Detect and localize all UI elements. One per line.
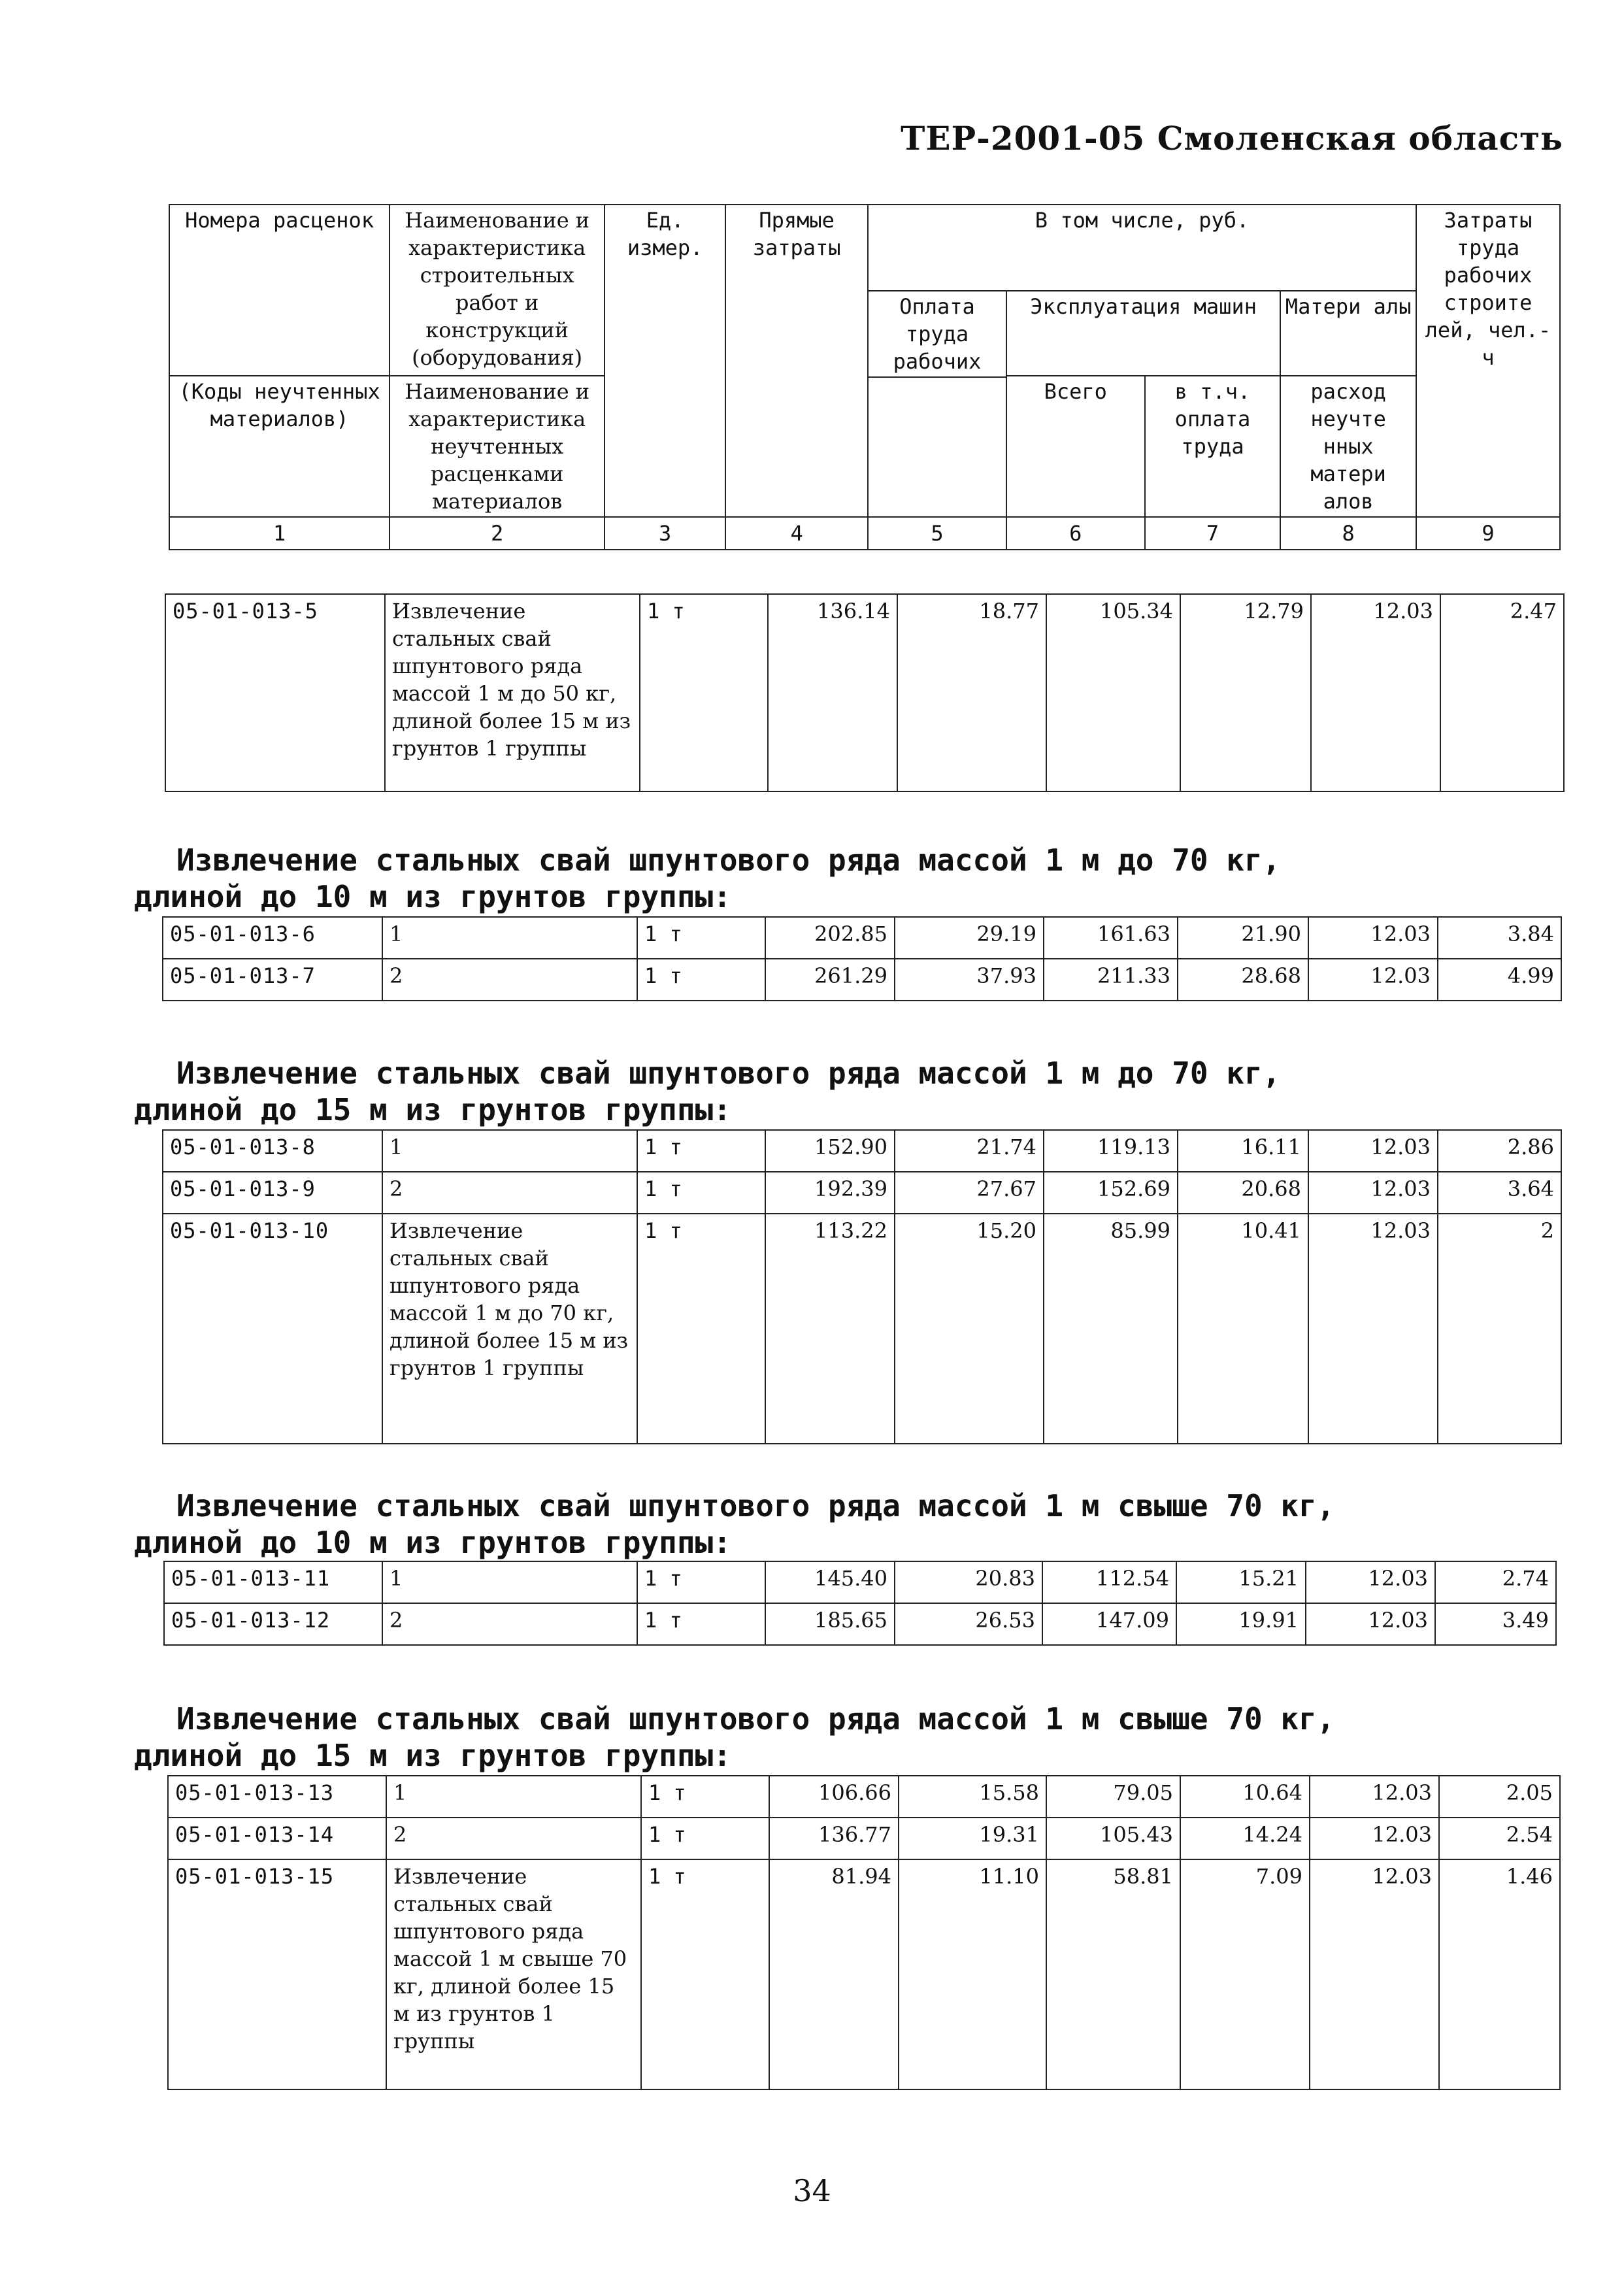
rate-materials: 12.03 <box>1306 1561 1435 1603</box>
rate-code: 05-01-013-12 <box>164 1603 382 1645</box>
section-heading-line2: длиной до 10 м из грунтов группы: <box>134 879 731 914</box>
rate-materials: 12.03 <box>1308 1214 1438 1444</box>
rate-name: 2 <box>382 1172 637 1214</box>
rate-direct: 185.65 <box>765 1603 895 1645</box>
section-heading-line1: Извлечение стальных свай шпунтового ряда массой 1 м до 70 кг, <box>176 1056 1281 1091</box>
rate-unit: 1 т <box>637 959 765 1001</box>
rates-table <box>163 1561 1557 1646</box>
table-row <box>164 1561 1556 1603</box>
rates-table <box>162 1129 1562 1444</box>
header-machine-exploitation: Эксплуатация машин <box>1006 291 1280 376</box>
section-heading-line1: Извлечение стальных свай шпунтового ряда массой 1 м свыше 70 кг, <box>176 1701 1335 1737</box>
rate-name: 1 <box>382 917 637 959</box>
header-col1-bottom: (Коды неучтенных материалов) <box>169 376 389 517</box>
rate-machines: 105.43 <box>1046 1818 1180 1859</box>
column-number: 8 <box>1280 517 1416 550</box>
rates-table <box>165 593 1565 792</box>
rate-labor: 27.67 <box>895 1172 1044 1214</box>
section-heading-line2: длиной до 10 м из грунтов группы: <box>134 1525 731 1560</box>
rate-machines: 85.99 <box>1044 1214 1178 1444</box>
column-number: 5 <box>868 517 1006 550</box>
header-unaccounted-materials: расход неучте нных матери алов <box>1280 376 1416 517</box>
section-heading-line1: Извлечение стальных свай шпунтового ряда массой 1 м до 70 кг, <box>176 842 1281 878</box>
rate-code: 05-01-013-8 <box>163 1130 382 1172</box>
rate-unit: 1 т <box>637 917 765 959</box>
rate-name: Извлечение стальных свай шпунтового ряда массой 1 м до 70 кг, длиной более 15 м из грунтов 1 группы <box>382 1214 637 1444</box>
rate-name: Извлечение стальных свай шпунтового ряда массой 1 м свыше 70 кг, длиной более 15 м из грунтов 1 группы <box>386 1859 641 2089</box>
column-number: 1 <box>169 517 389 550</box>
rate-name: 1 <box>382 1561 637 1603</box>
rate-labor: 37.93 <box>895 959 1044 1001</box>
rate-labor-hours: 3.84 <box>1438 917 1561 959</box>
rate-machines-labor: 10.41 <box>1178 1214 1308 1444</box>
rate-materials: 12.03 <box>1310 1818 1439 1859</box>
header-unit: Ед. измер. <box>605 205 725 517</box>
rate-name: 1 <box>386 1776 641 1818</box>
header-labor-pay: Оплата труда рабочих <box>868 291 1006 377</box>
header-col1-top: Номера расценок <box>169 205 389 376</box>
rate-machines-labor: 21.90 <box>1178 917 1308 959</box>
section-heading <box>134 1055 1281 1128</box>
table-row <box>164 1603 1556 1645</box>
section-heading <box>134 1701 1335 1774</box>
rate-code: 05-01-013-6 <box>163 917 382 959</box>
rate-labor: 15.58 <box>899 1776 1046 1818</box>
rate-machines: 152.69 <box>1044 1172 1178 1214</box>
table-row <box>163 959 1561 1001</box>
rates-table <box>162 916 1562 1001</box>
rate-direct: 136.77 <box>769 1818 899 1859</box>
rate-machines: 105.34 <box>1046 594 1180 791</box>
rate-machines-labor: 14.24 <box>1180 1818 1310 1859</box>
rate-direct: 136.14 <box>768 594 897 791</box>
section-heading-line2: длиной до 15 м из грунтов группы: <box>134 1738 731 1773</box>
rate-labor: 19.31 <box>899 1818 1046 1859</box>
rate-machines: 79.05 <box>1046 1776 1180 1818</box>
rate-direct: 192.39 <box>765 1172 895 1214</box>
rate-labor-hours: 2.54 <box>1439 1818 1560 1859</box>
rate-code: 05-01-013-10 <box>163 1214 382 1444</box>
rate-name: 2 <box>382 1603 637 1645</box>
rate-labor: 11.10 <box>899 1859 1046 2089</box>
rate-machines-labor: 15.21 <box>1176 1561 1306 1603</box>
rate-labor-hours: 3.64 <box>1438 1172 1561 1214</box>
column-number: 7 <box>1145 517 1281 550</box>
rate-unit: 1 т <box>637 1561 765 1603</box>
rate-code: 05-01-013-5 <box>165 594 385 791</box>
rate-labor: 15.20 <box>895 1214 1044 1444</box>
rate-unit: 1 т <box>637 1603 765 1645</box>
header-col2-top: Наименование и характеристика строительных работ и конструкций (оборудования) <box>389 205 605 376</box>
rate-unit: 1 т <box>637 1172 765 1214</box>
rate-direct: 145.40 <box>765 1561 895 1603</box>
rate-machines: 161.63 <box>1044 917 1178 959</box>
rate-name: 2 <box>386 1818 641 1859</box>
rate-direct: 113.22 <box>765 1214 895 1444</box>
rate-unit: 1 т <box>637 1214 765 1444</box>
column-number: 9 <box>1416 517 1560 550</box>
header-table <box>169 204 1561 550</box>
rate-materials: 12.03 <box>1308 959 1438 1001</box>
column-number: 2 <box>389 517 605 550</box>
rate-machines-labor: 7.09 <box>1180 1859 1310 2089</box>
rate-unit: 1 т <box>641 1859 769 2089</box>
header-machines-labor: в т.ч. оплата труда <box>1145 376 1281 517</box>
table-row <box>163 917 1561 959</box>
rate-machines-labor: 28.68 <box>1178 959 1308 1001</box>
table-row <box>168 1818 1560 1859</box>
rate-machines: 58.81 <box>1046 1859 1180 2089</box>
rate-machines-labor: 10.64 <box>1180 1776 1310 1818</box>
rate-machines: 211.33 <box>1044 959 1178 1001</box>
rate-labor: 29.19 <box>895 917 1044 959</box>
header-group-including: В том числе, руб. <box>868 205 1416 291</box>
rate-unit: 1 т <box>641 1776 769 1818</box>
rate-materials: 12.03 <box>1306 1603 1435 1645</box>
rate-direct: 152.90 <box>765 1130 895 1172</box>
rate-materials: 12.03 <box>1308 917 1438 959</box>
section-heading <box>134 1488 1335 1561</box>
rate-direct: 106.66 <box>769 1776 899 1818</box>
rate-machines-labor: 16.11 <box>1178 1130 1308 1172</box>
rate-direct: 261.29 <box>765 959 895 1001</box>
table-row <box>163 1130 1561 1172</box>
column-number: 6 <box>1006 517 1145 550</box>
rate-materials: 12.03 <box>1310 1859 1439 2089</box>
table-row <box>168 1776 1560 1818</box>
rate-labor: 21.74 <box>895 1130 1044 1172</box>
rate-labor-hours: 2.47 <box>1440 594 1564 791</box>
rate-code: 05-01-013-11 <box>164 1561 382 1603</box>
page-number: 34 <box>793 2173 831 2208</box>
document-title: ТЕР-2001-05 Смоленская область <box>901 119 1563 158</box>
column-number: 4 <box>725 517 868 550</box>
rate-machines: 112.54 <box>1042 1561 1176 1603</box>
header-labor-hours: Затраты труда рабочих строите лей, чел.-ч <box>1416 205 1560 517</box>
rate-code: 05-01-013-9 <box>163 1172 382 1214</box>
rate-materials: 12.03 <box>1308 1130 1438 1172</box>
rate-labor: 20.83 <box>895 1561 1042 1603</box>
header-materials: Матери алы <box>1280 291 1416 376</box>
rate-machines-labor: 19.91 <box>1176 1603 1306 1645</box>
rate-machines: 119.13 <box>1044 1130 1178 1172</box>
rate-labor-hours: 3.49 <box>1435 1603 1556 1645</box>
rate-unit: 1 т <box>637 1130 765 1172</box>
header-col2-bottom: Наименование и характеристика неучтенных расценками материалов <box>389 376 605 517</box>
rate-name: 2 <box>382 959 637 1001</box>
column-number: 3 <box>605 517 725 550</box>
rate-labor: 26.53 <box>895 1603 1042 1645</box>
rate-name: 1 <box>382 1130 637 1172</box>
table-row <box>168 1859 1560 2089</box>
rate-unit: 1 т <box>640 594 768 791</box>
rate-labor-hours: 2.05 <box>1439 1776 1560 1818</box>
rate-code: 05-01-013-14 <box>168 1818 386 1859</box>
table-row <box>165 594 1564 791</box>
rate-labor-hours: 2 <box>1438 1214 1561 1444</box>
rate-labor: 18.77 <box>897 594 1046 791</box>
rate-labor-hours: 2.86 <box>1438 1130 1561 1172</box>
rate-code: 05-01-013-15 <box>168 1859 386 2089</box>
header-column-numbers <box>169 517 1560 550</box>
rate-materials: 12.03 <box>1310 1776 1439 1818</box>
section-heading <box>134 842 1281 915</box>
rate-labor-hours: 4.99 <box>1438 959 1561 1001</box>
rate-labor-hours: 1.46 <box>1439 1859 1560 2089</box>
rate-name: Извлечение стальных свай шпунтового ряда массой 1 м до 50 кг, длиной более 15 м из грунтов 1 группы <box>385 594 640 791</box>
rate-unit: 1 т <box>641 1818 769 1859</box>
header-machines-total: Всего <box>1006 376 1145 517</box>
rate-labor-hours: 2.74 <box>1435 1561 1556 1603</box>
rate-materials: 12.03 <box>1308 1172 1438 1214</box>
section-heading-line2: длиной до 15 м из грунтов группы: <box>134 1092 731 1127</box>
rate-machines: 147.09 <box>1042 1603 1176 1645</box>
header-direct-costs: Прямые затраты <box>725 205 868 517</box>
rates-table <box>167 1775 1561 2090</box>
rate-direct: 81.94 <box>769 1859 899 2089</box>
rate-machines-labor: 20.68 <box>1178 1172 1308 1214</box>
section-heading-line1: Извлечение стальных свай шпунтового ряда массой 1 м свыше 70 кг, <box>176 1488 1335 1523</box>
rate-code: 05-01-013-7 <box>163 959 382 1001</box>
table-row <box>163 1172 1561 1214</box>
table-row <box>163 1214 1561 1444</box>
rate-direct: 202.85 <box>765 917 895 959</box>
rate-code: 05-01-013-13 <box>168 1776 386 1818</box>
rate-machines-labor: 12.79 <box>1180 594 1311 791</box>
rate-materials: 12.03 <box>1311 594 1440 791</box>
